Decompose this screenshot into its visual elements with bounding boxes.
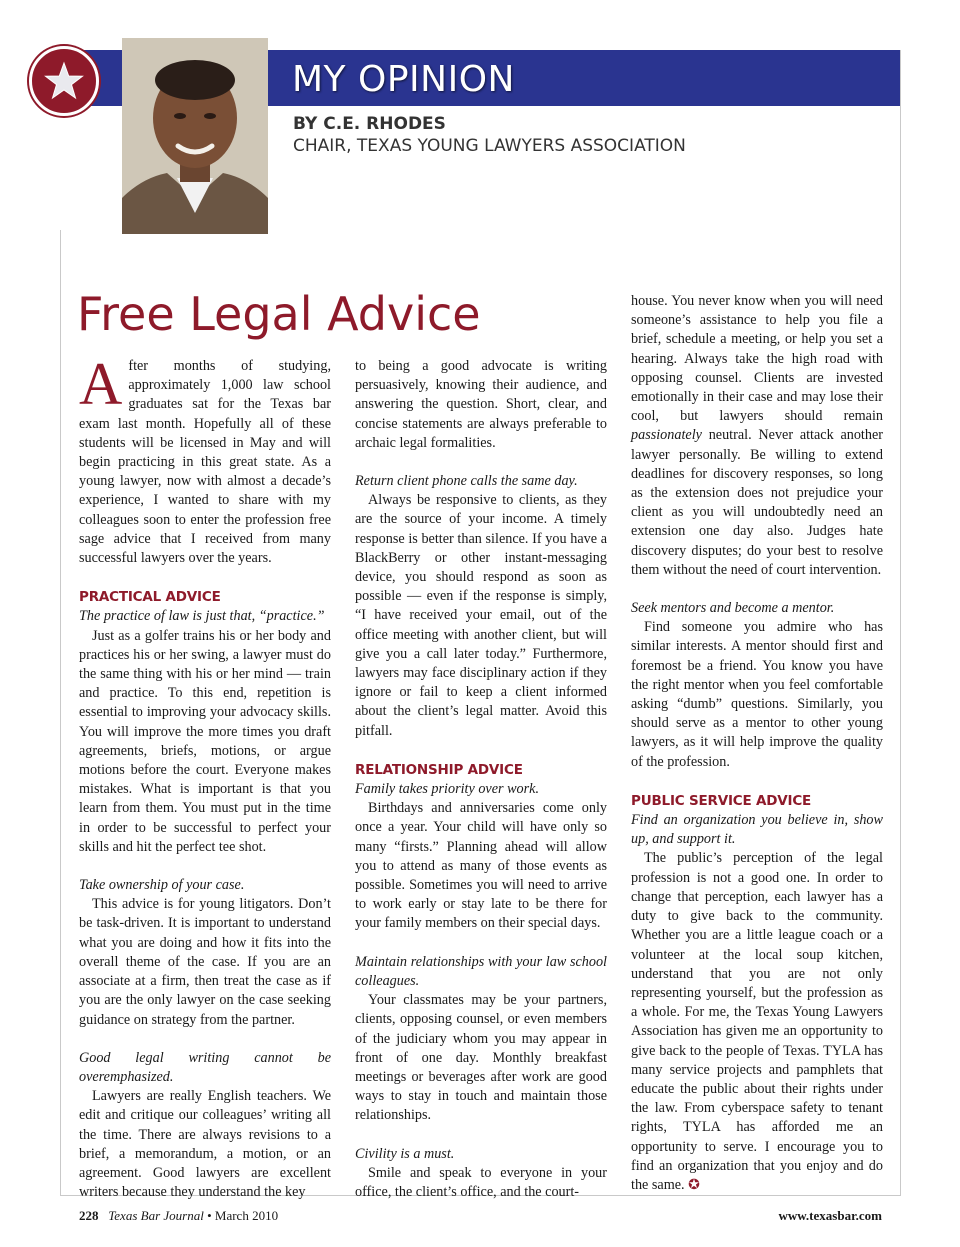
banner-title: MY OPINION <box>292 59 515 100</box>
author-photo <box>122 38 268 234</box>
footer-url[interactable]: www.texasbar.com <box>778 1208 882 1223</box>
paragraph-writing: Lawyers are really English teachers. We edit and critique our colleagues’ writing all the time. There are always revisions to a brief, a memorandum, a motion, or an agreement. Good lawyers are excellent writers because they understand the key <box>79 1088 331 1201</box>
paragraph-practice: Just as a golfer trains his or her body and practices his or her swing, a lawyer must do the same thing with his or her mind — train and practice. To this end, repetition is essential to improving your advocacy skills. You will improve the more times you draft agreements, briefs, motions, or argue motions before the court. Everyone makes mistakes. What is important is that you learn from them. You must put in the time in order to be successful to perfect your skills and hit the perfect tee shot. <box>79 627 331 855</box>
drop-cap: A <box>79 351 123 417</box>
footer-left <box>79 1208 278 1224</box>
subheading-phone-calls: Return client phone calls the same day. <box>355 473 578 490</box>
paragraph-writing-cont: to being a good advocate is writing persuasively, knowing their audience, and answering the question. Short, clear, and concise statements are always preferable to archaic legal formalities. <box>355 358 607 451</box>
column-1 <box>79 351 331 1202</box>
subheading-family: Family takes priority over work. <box>355 781 540 798</box>
paragraph-colleagues: Your classmates may be your partners, clients, opposing counsel, or even members of the judiciary whom you may appear in front of one day. Monthly breakfast meetings or beverages after work are good ways to stay in touch and maintain those relationships. <box>355 992 607 1124</box>
author-photo-illustration <box>122 38 268 234</box>
paragraph-ownership: This advice is for young litigators. Don’t be task-driven. It is important to understand what you are doing and how it fits into the overall theme of the case. If you are an associate at a firm, then treat the case as if you are the only lawyer on the case seeking guidance on strategy from the partner. <box>79 896 331 1028</box>
intro-text: fter months of studying, approximately 1,000 law school graduates sat for the Texas bar exam last month. Hopefully all of these students will be licensed in May and will begin practicing in this great state. As a young lawyer, now with almost a decade’s experience, I wanted to share with my colleagues soon to enter the profession free sage advice that I received from many successful lawyers over the years. <box>79 358 331 567</box>
page-number: 228 <box>79 1208 99 1223</box>
subheading-writing: Good legal writing cannot be overemphasized. <box>79 1049 331 1085</box>
organization-text: The public’s perception of the legal profession is not a good one. In order to change that perception, each lawyer has a duty to give back to the community. Whether you are a little league coach or a volunteer at the local soup kitchen, understand that you are not only representing yourself, but the profession as a whole. For me, the Texas Young Lawyers Association has given me an opportunity to give back to the people of Texas. TYLA has many service projects and pamphlets that educate the public about their rights under the law. From cyberspace safety to tenant rights, TYLA has afforded me an opportunity to serve. I encourage you to find an organization that you enjoy and do the same. <box>631 850 883 1193</box>
article-title: Free Legal Advice <box>77 287 481 341</box>
author-role: CHAIR, TEXAS YOUNG LAWYERS ASSOCIATION <box>293 136 686 156</box>
civility-text-a: house. You never know when you will need someone’s assistance to help you file a brief, schedule a meeting, or help you set a hearing. Always take the high road with opposing counsel. Clients are invested emotionally in their case and may lose their cool, but lawyers should remain <box>631 293 883 425</box>
paragraph-phone-calls: Always be responsive to clients, as they are the source of your income. A timely response is better than silence. If you have a BlackBerry or other instant-messaging device, you should respond as soon as possible — even if the response is simply, “I have received your email, out of the office meeting with another client, but will give you a call later today.” Furthermore, lawyers may face disciplinary action if they ignore or fail to keep a client informed about the client’s legal matter. Avoid this pitfall. <box>355 492 607 739</box>
footer-separator: • <box>207 1208 212 1223</box>
star-badge <box>29 46 99 116</box>
paragraph-organization <box>631 849 883 1195</box>
paragraph-civility-cont <box>631 292 883 580</box>
column-3 <box>631 292 883 1195</box>
subheading-practice: The practice of law is just that, “practice.” <box>79 608 325 625</box>
subheading-ownership: Take ownership of your case. <box>79 877 245 894</box>
civility-text-b: neutral. Never attack another lawyer personally. Be willing to extend deadlines for discovery responses, so long as the extension does not prejudice your client as you will undoubtedly need an extension one day also. Judges hate discovery disputes; do your best to resolve them without the need of court intervention. <box>631 427 883 578</box>
publication-name: Texas Bar Journal <box>108 1208 204 1223</box>
page-frame-left <box>60 230 61 1195</box>
section-heading-relationship: RELATIONSHIP ADVICE <box>355 761 523 778</box>
star-icon <box>44 61 84 101</box>
subheading-mentors: Seek mentors and become a mentor. <box>631 600 835 617</box>
subheading-colleagues: Maintain relationships with your law school colleagues. <box>355 953 607 989</box>
subheading-organization: Find an organization you believe in, show up, and support it. <box>631 812 883 848</box>
intro-paragraph <box>79 351 331 568</box>
subheading-civility: Civility is a must. <box>355 1145 455 1162</box>
section-heading-public-service: PUBLIC SERVICE ADVICE <box>631 792 812 809</box>
emphasis-passionately: passionately <box>631 427 702 444</box>
column-2 <box>355 357 607 1202</box>
byline: BY C.E. RHODES <box>293 114 446 134</box>
issue-date: March 2010 <box>214 1208 279 1223</box>
paragraph-family: Birthdays and anniversaries come only once a year. Your child will have only so many “firsts.” Planning ahead will allow you to attend as many of those events as possible. Sometimes you will need to arrive to work early or stay late to be there for your family members on their special days. <box>355 800 607 932</box>
section-heading-practical: PRACTICAL ADVICE <box>79 589 221 606</box>
paragraph-mentors: Find someone you admire who has similar interests. A mentor should first and foremost be a friend. You know you have the right mentor when you feel comfortable asking “dumb” questions. Similarly, you should serve as a mentor to other young lawyers, as it will help improve the quality of the profession. <box>631 619 883 770</box>
end-mark-icon: ✪ <box>688 1176 701 1193</box>
paragraph-civility: Smile and speak to everyone in your office, the client’s office, and the court- <box>355 1164 607 1200</box>
